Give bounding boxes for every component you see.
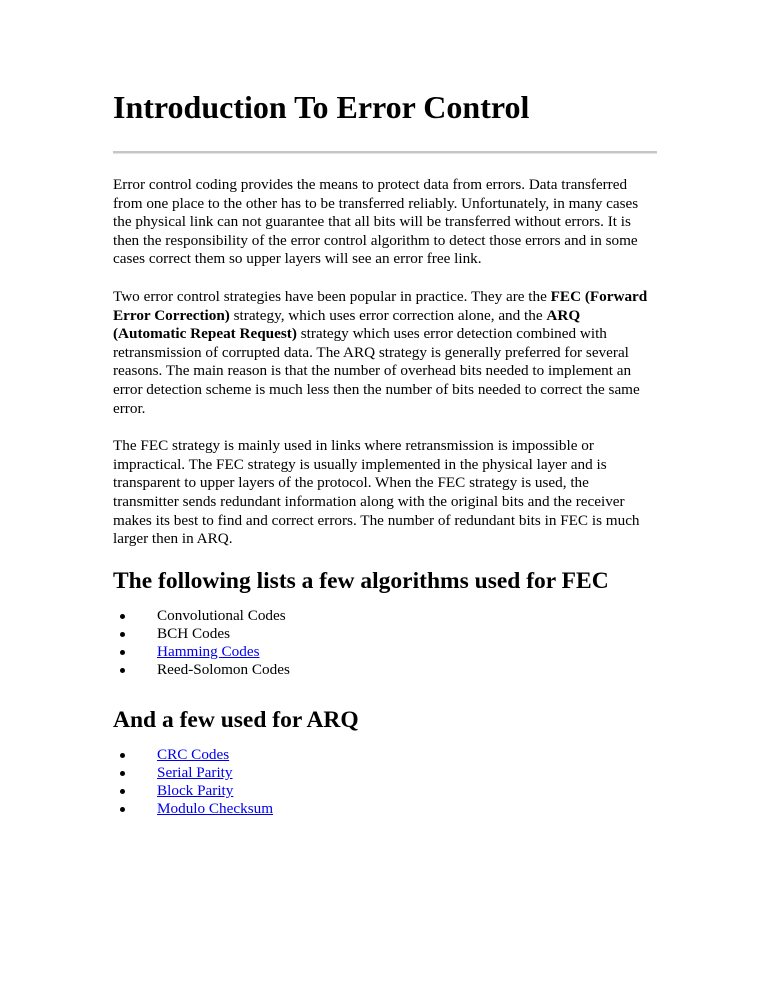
list-item [113,764,657,782]
page-title: Introduction To Error Control [113,89,530,125]
list-item [113,607,657,625]
block-parity-link[interactable]: Block Parity [157,781,234,799]
strategies-paragraph [113,288,657,418]
bullet-icon [120,614,125,619]
fec-list [113,607,657,680]
bullet-icon [120,632,125,637]
hamming-codes-link[interactable]: Hamming Codes [157,643,260,661]
bullet-icon [120,807,125,812]
fec-heading: The following lists a few algorithms used for FEC [113,567,609,594]
intro-paragraph: Error control coding provides the means to protect data from errors. Data transferred from one place to the other has to be transferred reliably. Unfortunately, in many cases the physical link can not guarantee that all bits will be transferred without errors. It is then the responsibility of the error control algorithm to detect those errors and in some cases correct them so upper layers will see an error free link. [113,176,639,268]
fec-item-label: Convolutional Codes [157,606,286,624]
arq-list [113,746,657,819]
list-item [113,643,657,661]
horizontal-rule [113,151,657,154]
list-item [113,625,657,643]
strategies-text-3: strategy which uses error detection combined with retransmission of corrupted data. The ARQ strategy is generally preferred for several reasons. The main reason is that the number of overhead bits needed to implement an error detection scheme is much less then the number of bits needed to correct the same error. [113,325,640,417]
bullet-icon [120,753,125,758]
strategies-text-2: strategy, which uses error correction alone, and the [229,306,547,324]
serial-parity-link[interactable]: Serial Parity [157,763,233,781]
bullet-icon [120,650,125,655]
fec-item-label: Reed-Solomon Codes [157,661,290,679]
list-item [113,661,657,679]
fec-paragraph: The FEC strategy is mainly used in links where retransmission is impossible or impractical. The FEC strategy is usually implemented in the physical layer and is transparent to upper layers of the protocol. When the FEC strategy is used, the transmitter sends redundant information along with the original bits and the receiver makes its best to find and correct errors. The number of redundant bits in FEC is much larger then in ARQ. [113,437,640,548]
crc-codes-link[interactable]: CRC Codes [157,745,230,763]
bullet-icon [120,668,125,673]
fec-term: FEC (Forward Error Correction) [113,287,648,324]
bullet-icon [120,771,125,776]
fec-item-label: BCH Codes [157,624,230,642]
list-item [113,782,657,800]
arq-heading: And a few used for ARQ [113,706,359,733]
bullet-icon [120,789,125,794]
arq-term: ARQ (Automatic Repeat Request) [113,306,581,343]
document-body [113,88,657,844]
list-item [113,746,657,764]
modulo-checksum-link[interactable]: Modulo Checksum [157,800,274,818]
strategies-text-1: Two error control strategies have been popular in practice. They are the [113,287,551,305]
list-item [113,800,657,818]
